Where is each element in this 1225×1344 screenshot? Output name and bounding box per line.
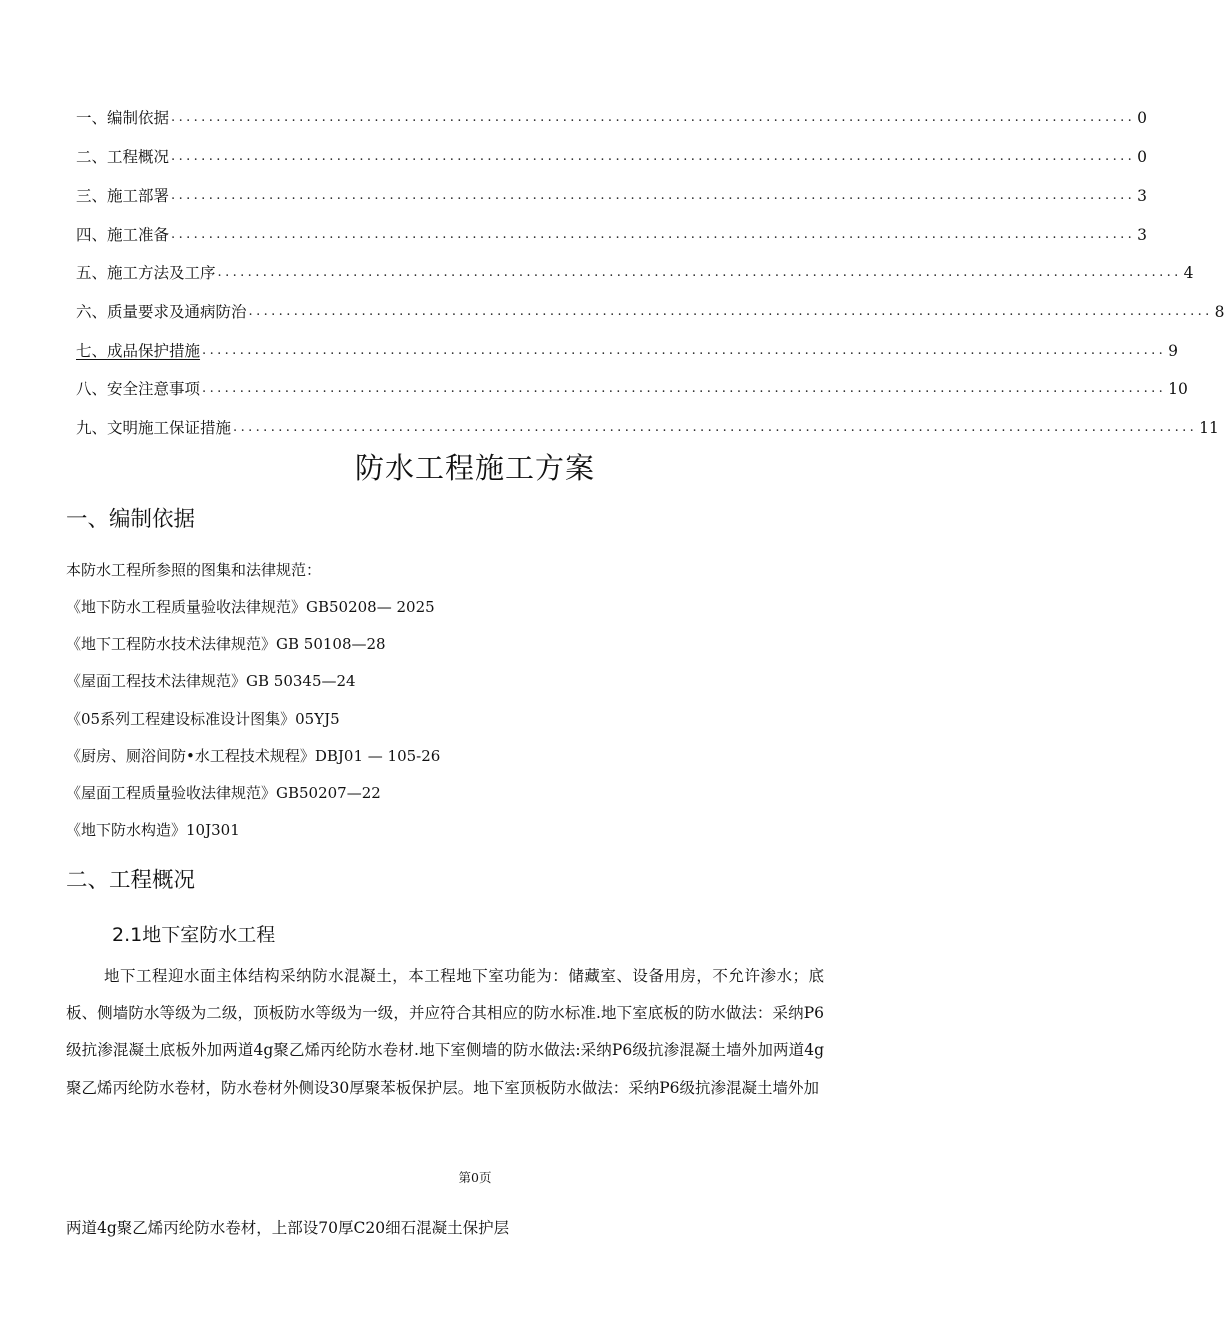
toc-entry-title: 质量要求及通病防治 (107, 303, 247, 321)
reference-item: 《05系列工程建设标准设计图集》05YJ5 (66, 710, 340, 728)
toc-entry[interactable] (76, 106, 1148, 130)
toc-leader-dots: ................................................................................................................................ (171, 188, 1136, 203)
subsection-heading: 2.1地下室防水工程 (112, 924, 276, 946)
reference-item: 《屋面工程技术法律规范》GB 50345—24 (66, 672, 356, 690)
page-footer: 第0页 (458, 1170, 492, 1185)
toc-entry-number: 九、 (76, 419, 108, 437)
section-heading: 二、工程概况 (66, 868, 196, 893)
reference-item: 《厨房、厕浴间防•水工程技术规程》DBJ01 — 105-26 (66, 747, 441, 765)
toc-entry-title: 安全注意事项 (107, 380, 201, 398)
toc-leader-dots: ................................................................................................................................ (233, 420, 1198, 435)
toc-entry[interactable] (76, 339, 1179, 363)
toc-entry-number: 六、 (76, 303, 108, 321)
toc-entry-page: 0 (1137, 109, 1148, 127)
toc-entry-page: 11 (1199, 419, 1219, 437)
toc-entry-number: 一、 (76, 109, 108, 127)
toc-entry-title: 编制依据 (107, 109, 170, 127)
toc-entry-number: 三、 (76, 187, 108, 205)
toc-entry-title: 成品保护措施 (107, 342, 201, 360)
toc-entry[interactable] (76, 261, 1194, 285)
toc-entry-number: 八、 (76, 380, 108, 398)
toc-entry[interactable] (76, 300, 1225, 324)
reference-item: 《地下防水构造》10J301 (66, 821, 240, 839)
reference-item: 《地下防水工程质量验收法律规范》GB50208— 2025 (66, 598, 435, 616)
body-paragraph: 地下工程迎水面主体结构采纳防水混凝土，本工程地下室功能为：储藏室、设备用房，不允许渗水；底板、侧墙防水等级为二级，顶板防水等级为一级，并应符合其相应的防水标准.地下室底板的防水做法：采纳P6级抗渗混凝土底板外加两道4g聚乙烯丙纶防水卷材.地下室侧墙的防水做法:采纳P6级抗渗混凝土墙外加两道4g聚乙烯丙纶防水卷材，防水卷材外侧设30厚聚苯板保护层。地下室顶板防水做法：采纳P6级抗渗混凝土墙外加 (66, 967, 824, 1097)
section-heading: 一、编制依据 (66, 507, 196, 532)
toc-entry-title: 文明施工保证措施 (107, 419, 232, 437)
toc-entry-title: 施工方法及工序 (107, 264, 216, 282)
toc-leader-dots: ................................................................................................................................ (171, 227, 1136, 242)
toc-leader-dots: ................................................................................................................................ (171, 110, 1136, 125)
toc-entry-title: 施工准备 (107, 226, 170, 244)
toc-entry[interactable] (76, 416, 1219, 440)
toc-entry-page: 9 (1168, 342, 1179, 360)
document-title: 防水工程施工方案 (354, 451, 595, 485)
section-intro: 本防水工程所参照的图集和法律规范： (66, 561, 322, 579)
toc-entry-page: 3 (1137, 226, 1148, 244)
toc-entry-title: 工程概况 (107, 148, 170, 166)
toc-entry[interactable] (76, 145, 1148, 169)
toc-leader-dots: ................................................................................................................................ (202, 343, 1167, 358)
toc-leader-dots: ................................................................................................................................ (248, 304, 1213, 319)
toc-entry-number: 五、 (76, 264, 108, 282)
toc-entry[interactable] (76, 377, 1188, 401)
reference-item: 《地下工程防水技术法律规范》GB 50108—28 (66, 635, 386, 653)
toc-entry-number: 四、 (76, 226, 108, 244)
toc-entry-page: 0 (1137, 148, 1148, 166)
toc-leader-dots: ................................................................................................................................ (202, 381, 1167, 396)
continued-text: 两道4g聚乙烯丙纶防水卷材，上部设70厚C20细石混凝土保护层 (66, 1219, 510, 1237)
toc-entry-page: 3 (1137, 187, 1148, 205)
toc-leader-dots: ................................................................................................................................ (171, 149, 1136, 164)
toc-entry-page: 10 (1168, 380, 1188, 398)
toc-entry-number: 七、 (76, 342, 108, 360)
toc-entry-page: 4 (1183, 264, 1194, 282)
toc-leader-dots: ................................................................................................................................ (217, 265, 1182, 280)
toc-entry[interactable] (76, 184, 1148, 208)
toc-entry[interactable] (76, 223, 1148, 247)
reference-item: 《屋面工程质量验收法律规范》GB50207—22 (66, 784, 381, 802)
toc-entry-page: 8 (1214, 303, 1225, 321)
toc-entry-title: 施工部署 (107, 187, 170, 205)
toc-entry-number: 二、 (76, 148, 108, 166)
